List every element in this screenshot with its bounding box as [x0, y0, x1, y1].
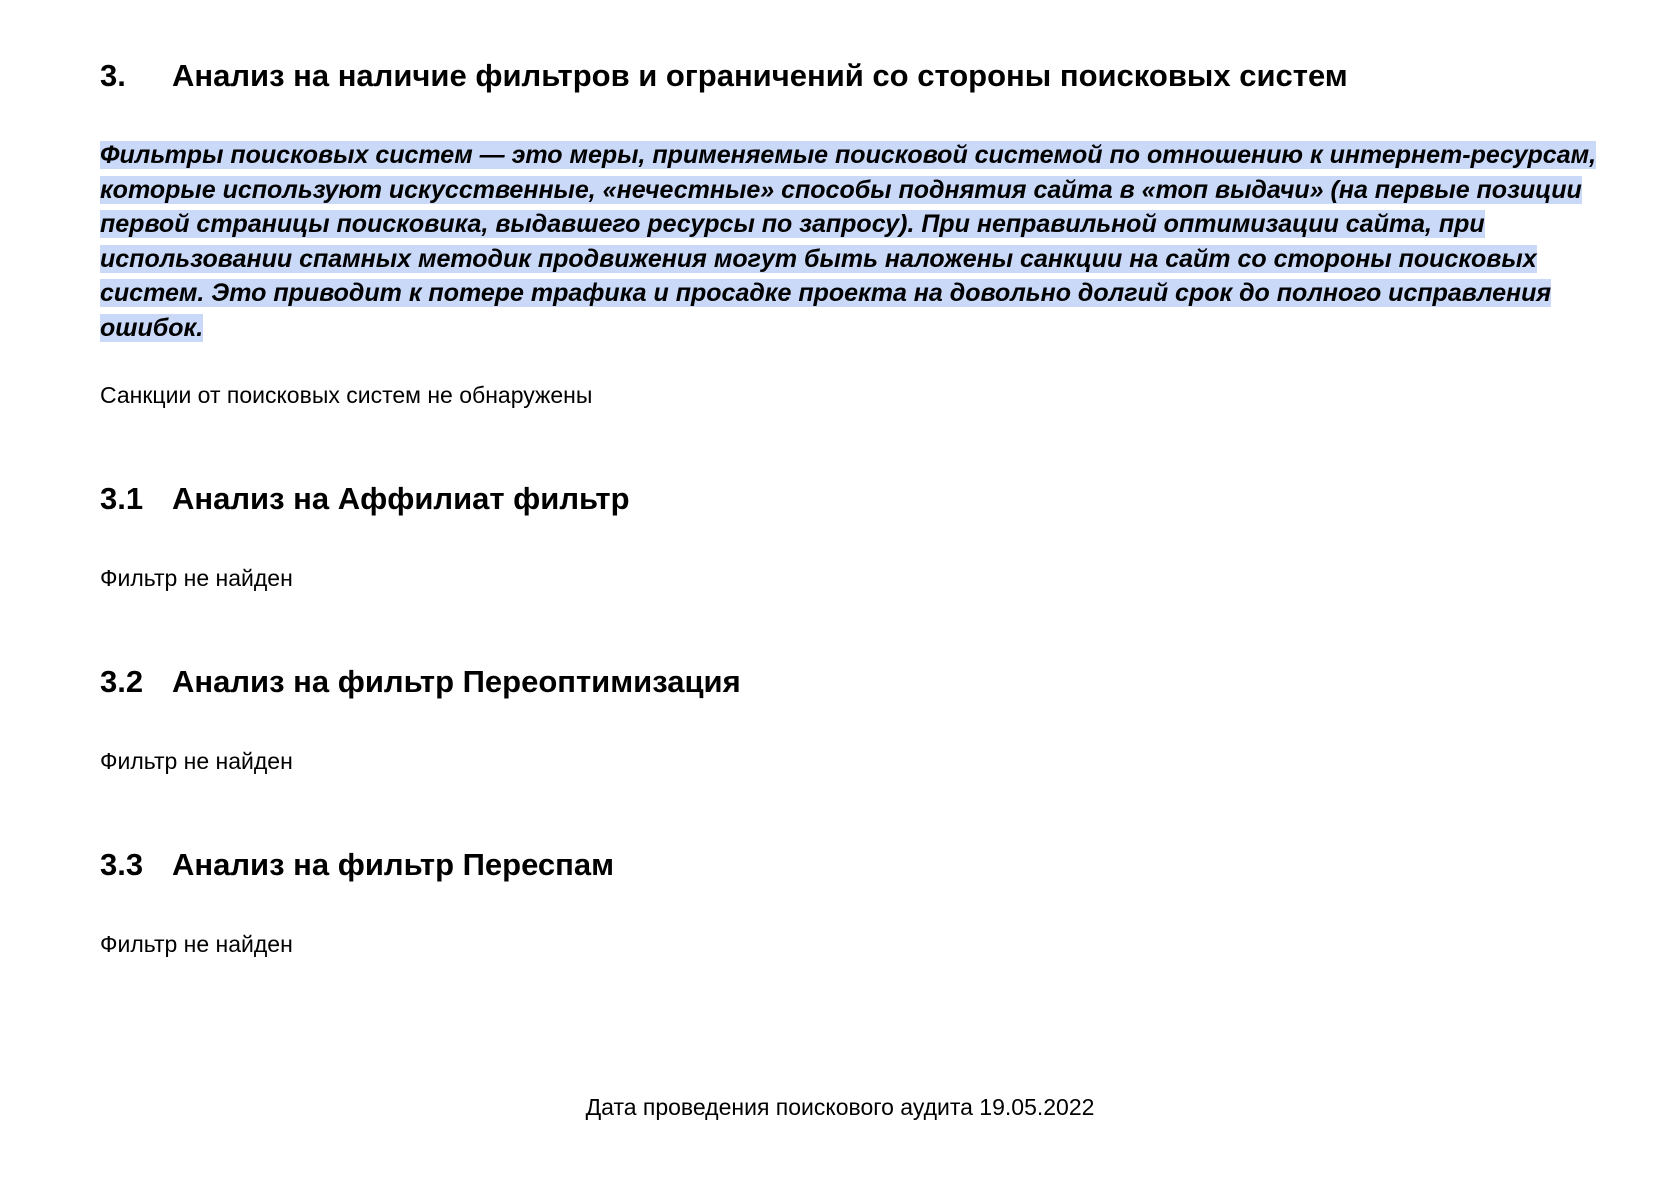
subsection-number: 3.1 [100, 481, 144, 516]
subsection-result: Фильтр не найден [100, 931, 293, 957]
subsection-result: Фильтр не найден [100, 748, 293, 774]
subsection-title: Анализ на Аффилиат фильтр [172, 481, 630, 516]
sanctions-result: Санкции от поисковых систем не обнаружены [100, 382, 593, 408]
selected-text[interactable]: Фильтры поисковых систем — это меры, применяемые поисковой системой по отношению к интернет-ресурсам, которые используют искусственные, «нечестные» способы поднятия сайта в «топ выдачи» (на первые позиции первой страницы поисковика, выдавшего ресурсы по запросу). При неправильной оптимизации сайта, при использовании спамных методик продвижения могут быть наложены санкции на сайт со стороны поисковых систем. Это приводит к потере трафика и просадке проекта на довольно долгий срок до полного исправления ошибок. [100, 141, 1597, 342]
subsection-title: Анализ на фильтр Переоптимизация [172, 664, 741, 699]
audit-date-footer: Дата проведения поискового аудита 19.05.2022 [585, 1094, 1095, 1120]
subsection-heading-affiliate [100, 479, 630, 519]
subsection-number: 3.3 [100, 847, 144, 882]
subsection-result: Фильтр не найден [100, 565, 293, 591]
subsection-number: 3.2 [100, 664, 144, 699]
section-number: 3. [100, 58, 126, 93]
section-heading [100, 56, 1348, 96]
subsection-heading-overspam [100, 845, 614, 885]
section-intro-paragraph[interactable] [100, 138, 1600, 345]
subsection-title: Анализ на фильтр Переспам [172, 847, 615, 882]
subsection-heading-overoptimization [100, 662, 741, 702]
section-title: Анализ на наличие фильтров и ограничений со стороны поисковых систем [172, 58, 1348, 93]
